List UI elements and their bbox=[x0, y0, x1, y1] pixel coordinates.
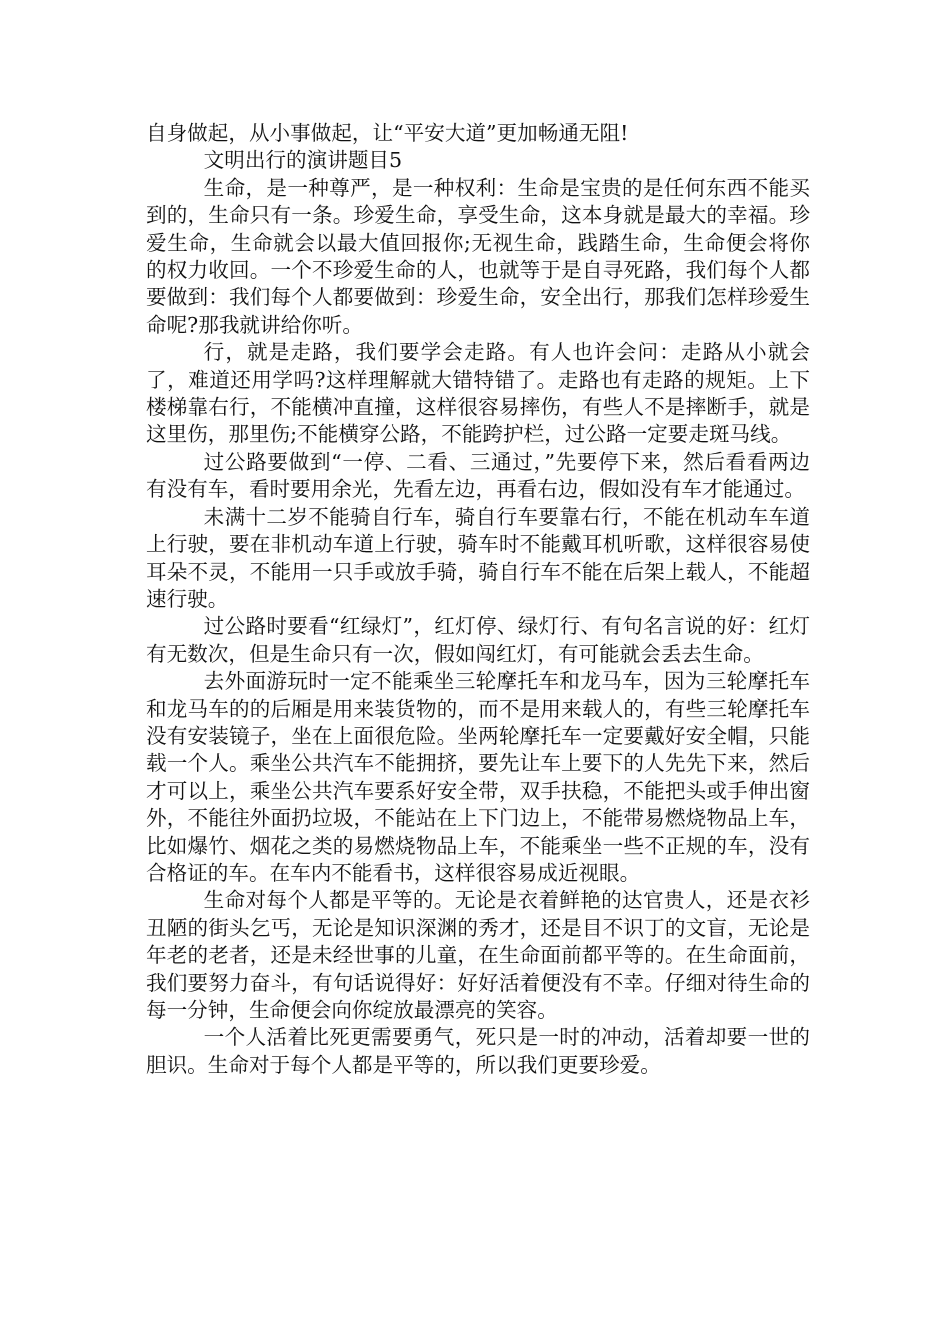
paragraph: 未满十二岁不能骑自行车，骑自行车要靠右行，不能在机动车车道上行驶，要在非机动车道上行驶，骑车时不能戴耳机听歌，这样很容易使耳朵不灵，不能用一只手或放手骑，骑自行车不能在后架上载人，不能超速行驶。 bbox=[146, 504, 810, 611]
paragraph: 过公路时要看“红绿灯”，红灯停、绿灯行、有句名言说的好：红灯有无数次，但是生命只有一次，假如闯红灯，有可能就会丢去生命。 bbox=[146, 614, 810, 666]
paragraph: 行，就是走路，我们要学会走路。有人也许会问：走路从小就会了，难道还用学吗?这样理解就大错特错了。走路也有走路的规矩。上下楼梯靠右行，不能横冲直撞，这样很容易摔伤，有些人不是摔断手，就是这里伤，那里伤;不能横穿公路，不能跨护栏，过公路一定要走斑马线。 bbox=[146, 340, 810, 447]
paragraph-continuation: 自身做起，从小事做起，让“平安大道”更加畅通无阻! bbox=[146, 121, 629, 145]
paragraph: 一个人活着比死更需要勇气，死只是一时的冲动，活着却要一世的胆识。生命对于每个人都是平等的，所以我们更要珍爱。 bbox=[146, 1025, 810, 1077]
section-title: 文明出行的演讲题目5 bbox=[203, 148, 403, 173]
paragraph: 过公路要做到“一停、二看、三通过，”先要停下来，然后看看两边有没有车，看时要用余光，先看左边，再看右边，假如没有车才能通过。 bbox=[146, 449, 810, 502]
document-body bbox=[146, 120, 810, 1079]
paragraph: 去外面游玩时一定不能乘坐三轮摩托车和龙马车，因为三轮摩托车和龙马车的的后厢是用来装货物的，而不是用来载人的，有些三轮摩托车没有安装镜子，坐在上面很危险。坐两轮摩托车一定要戴好安全帽，只能载一个人。乘坐公共汽车不能拥挤，要先让车上要下的人先先下来，然后才可以上，乘坐公共汽车要系好安全带，双手扶稳，不能把头或手伸出窗外，不能往外面扔垃圾，不能站在上下门边上，不能带易燃烧物品上车，比如爆竹、烟花之类的易燃烧物品上车，不能乘坐一些不正规的车，没有合格证的车。在车内不能看书，这样很容易成近视眼。 bbox=[146, 669, 810, 885]
paragraph: 生命对每个人都是平等的。无论是衣着鲜艳的达官贵人，还是衣衫丑陋的街头乞丐，无论是知识深渊的秀才，还是目不识丁的文盲，无论是年老的老者，还是未经世事的儿童，在生命面前都平等的。在生命面前，我们要努力奋斗，有句话说得好：好好活着便没有不幸。仔细对待生命的每一分钟，生命便会向你绽放最漂亮的笑容。 bbox=[146, 888, 810, 1022]
paragraph: 生命，是一种尊严，是一种权利：生命是宝贵的是任何东西不能买到的，生命只有一条。珍爱生命，享受生命，这本身就是最大的幸福。珍爱生命，生命就会以最大值回报你;无视生命，践踏生命，生命便会将你的权力收回。一个不珍爱生命的人，也就等于是自寻死路，我们每个人都要做到：我们每个人都要做到：珍爱生命，安全出行，那我们怎样珍爱生命呢?那我就讲给你听。 bbox=[146, 175, 810, 337]
